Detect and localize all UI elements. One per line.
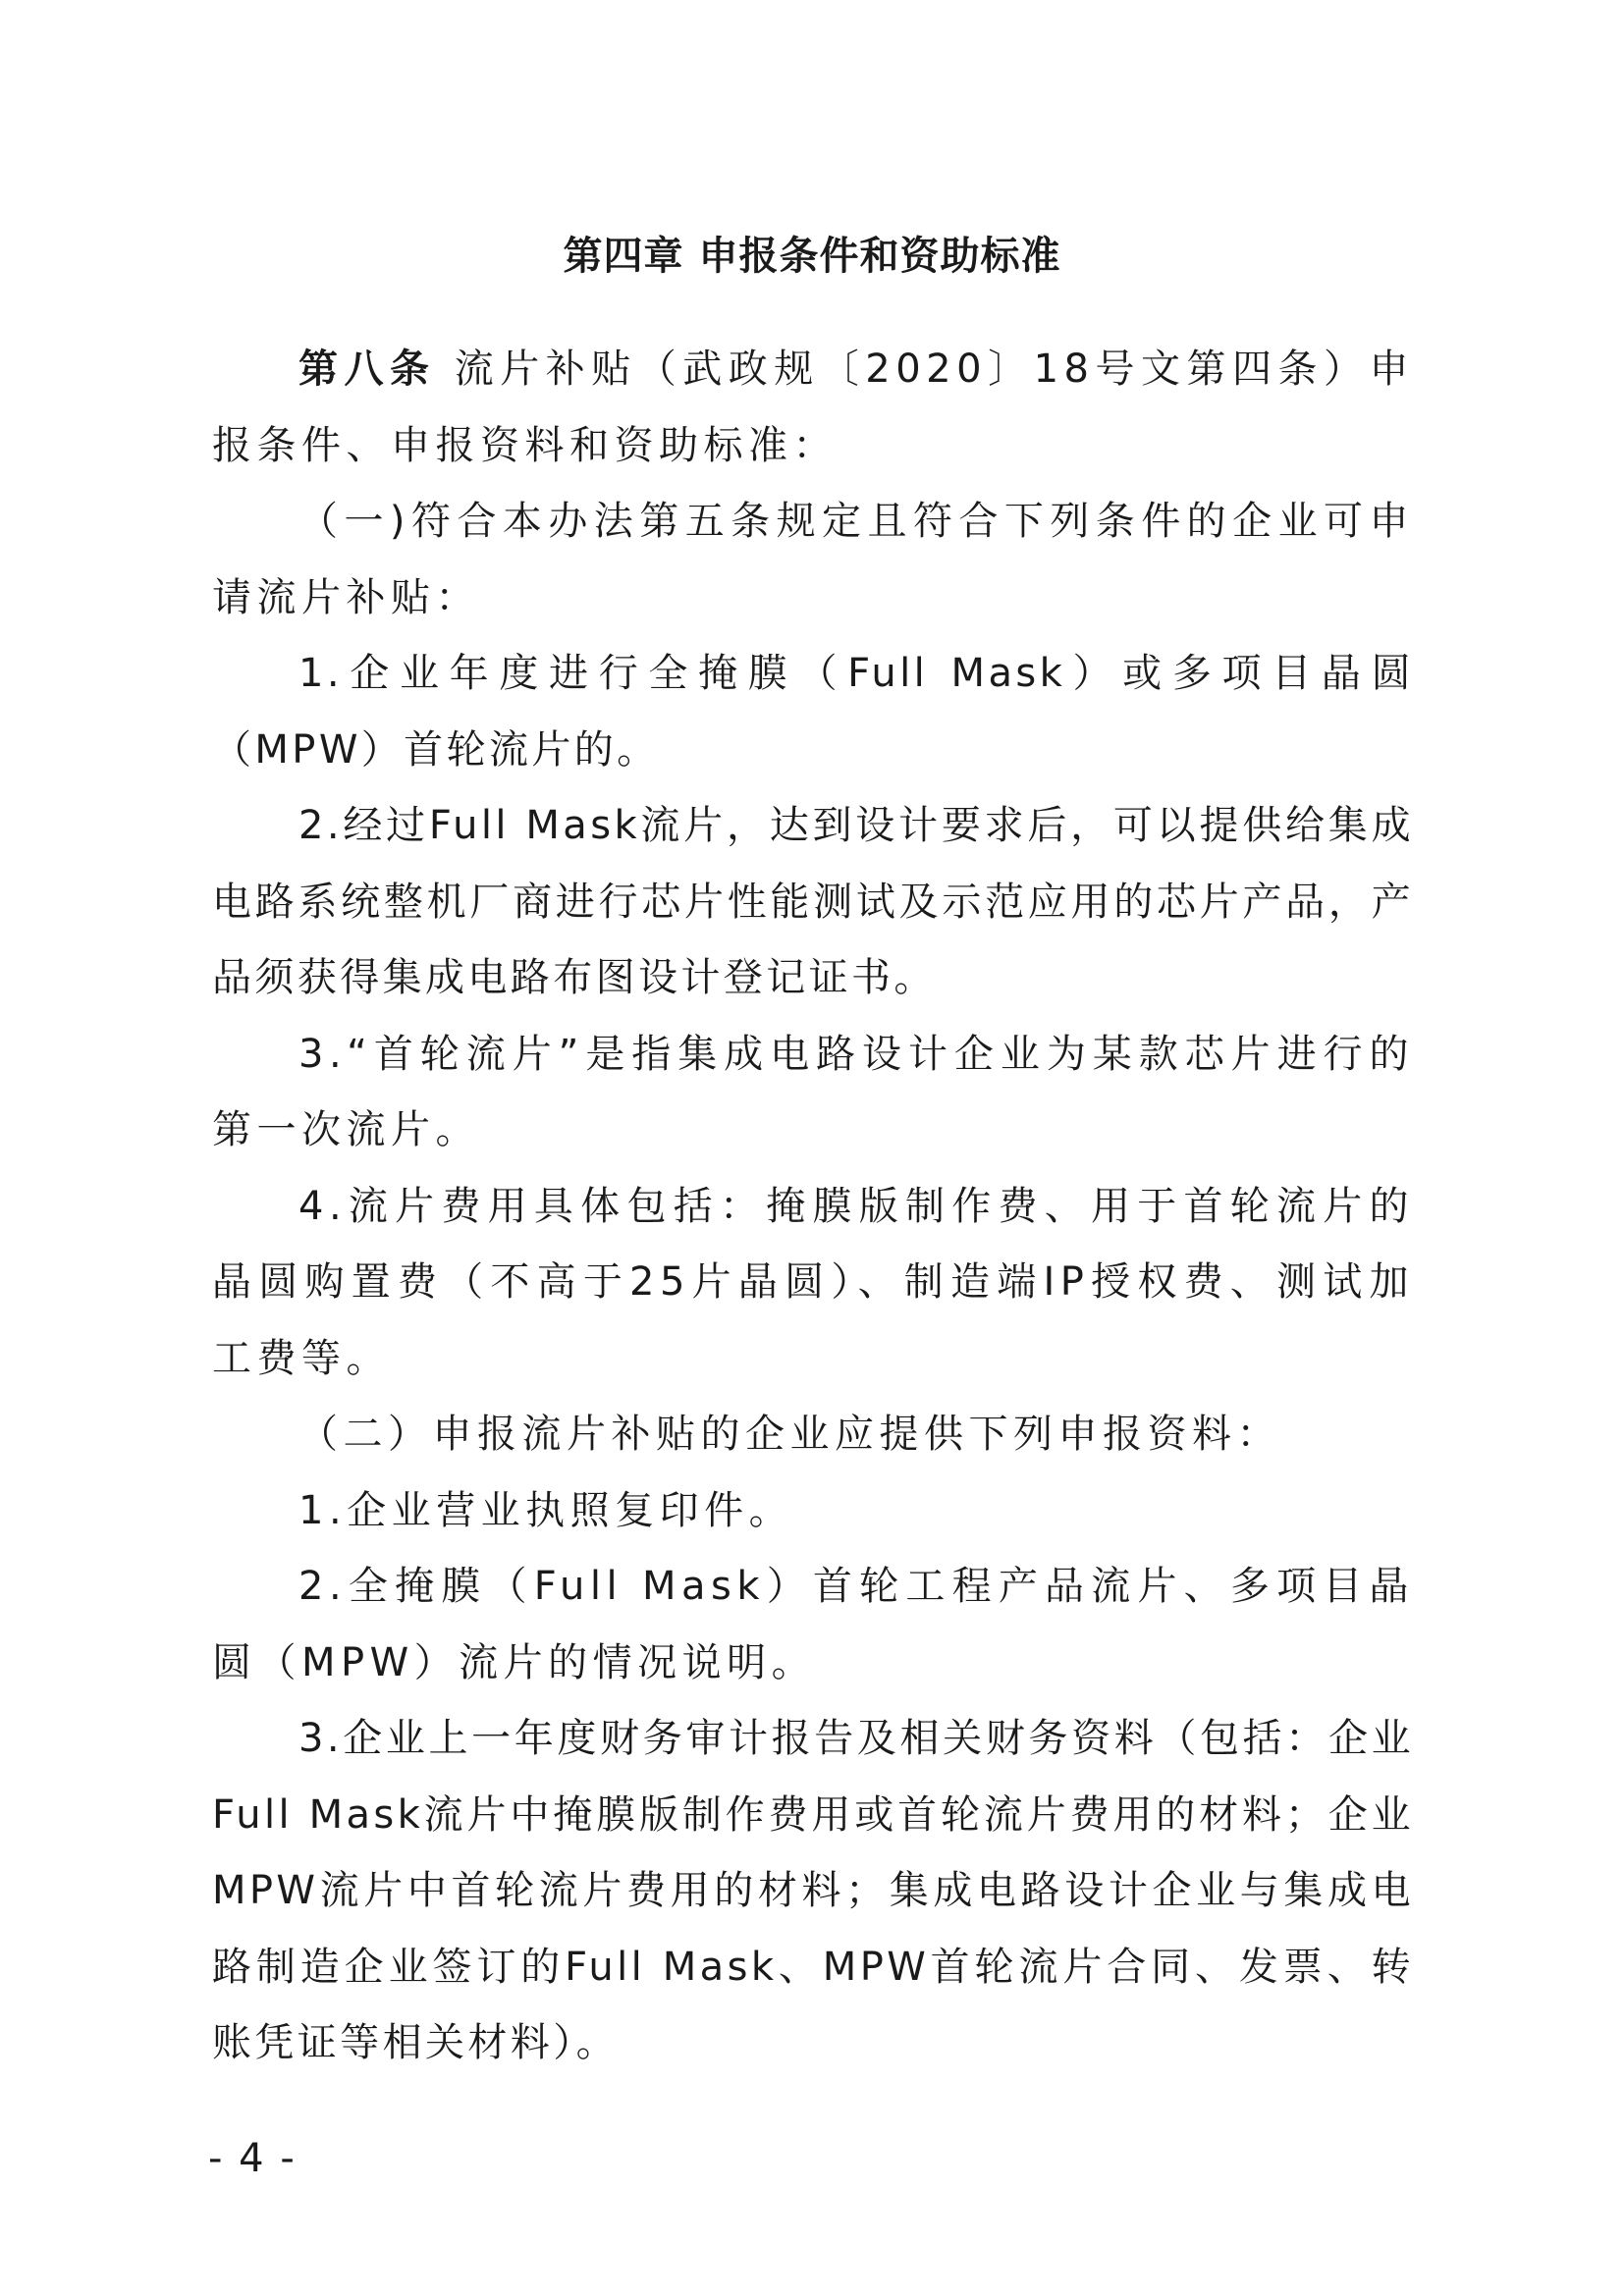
- document-body: [212, 332, 1414, 2082]
- chapter-title: 第四章 申报条件和资助标准: [563, 234, 1061, 279]
- paragraph-condition-heading: （一)符合本办法第五条规定且符合下列条件的企业可申请流片补贴：: [212, 499, 1414, 620]
- paragraph-condition-1: 1.企业年度进行全掩膜（Full Mask）或多项目晶圆（MPW）首轮流片的。: [212, 651, 1414, 773]
- paragraph-materials-heading: （二）申报流片补贴的企业应提供下列申报资料：: [298, 1412, 1281, 1457]
- article-intro-text: 流片补贴（武政规〔2020〕18号文第四条）申报条件、申报资料和资助标准：: [212, 347, 1414, 468]
- page-number: - 4 -: [208, 2136, 297, 2181]
- paragraph-condition-3: 3.“首轮流片”是指集成电路设计企业为某款芯片进行的第一次流片。: [212, 1031, 1414, 1152]
- article-heading: 第八条: [298, 347, 436, 392]
- paragraph-condition-2: 2.经过Full Mask流片，达到设计要求后，可以提供给集成电路系统整机厂商进行芯片性能测试及示范应用的芯片产品，产品须获得集成电路布图设计登记证书。: [212, 803, 1414, 1000]
- paragraph-material-3: 3.企业上一年度财务审计报告及相关财务资料（包括：企业Full Mask流片中掩膜版制作费用或首轮流片费用的材料；企业MPW流片中首轮流片费用的材料；集成电路设计企业与集成电路制造企业签订的Full Mask、MPW首轮流片合同、发票、转账凭证等相关材料）。: [212, 1716, 1414, 2065]
- paragraph-condition-4: 4.流片费用具体包括：掩膜版制作费、用于首轮流片的晶圆购置费（不高于25片晶圆）、制造端IP授权费、测试加工费等。: [212, 1183, 1414, 1381]
- paragraph-material-1: 1.企业营业执照复印件。: [298, 1487, 794, 1533]
- paragraph-material-2: 2.全掩膜（Full Mask）首轮工程产品流片、多项目晶圆（MPW）流片的情况说明。: [212, 1564, 1414, 1685]
- article-8-intro: [212, 332, 1414, 484]
